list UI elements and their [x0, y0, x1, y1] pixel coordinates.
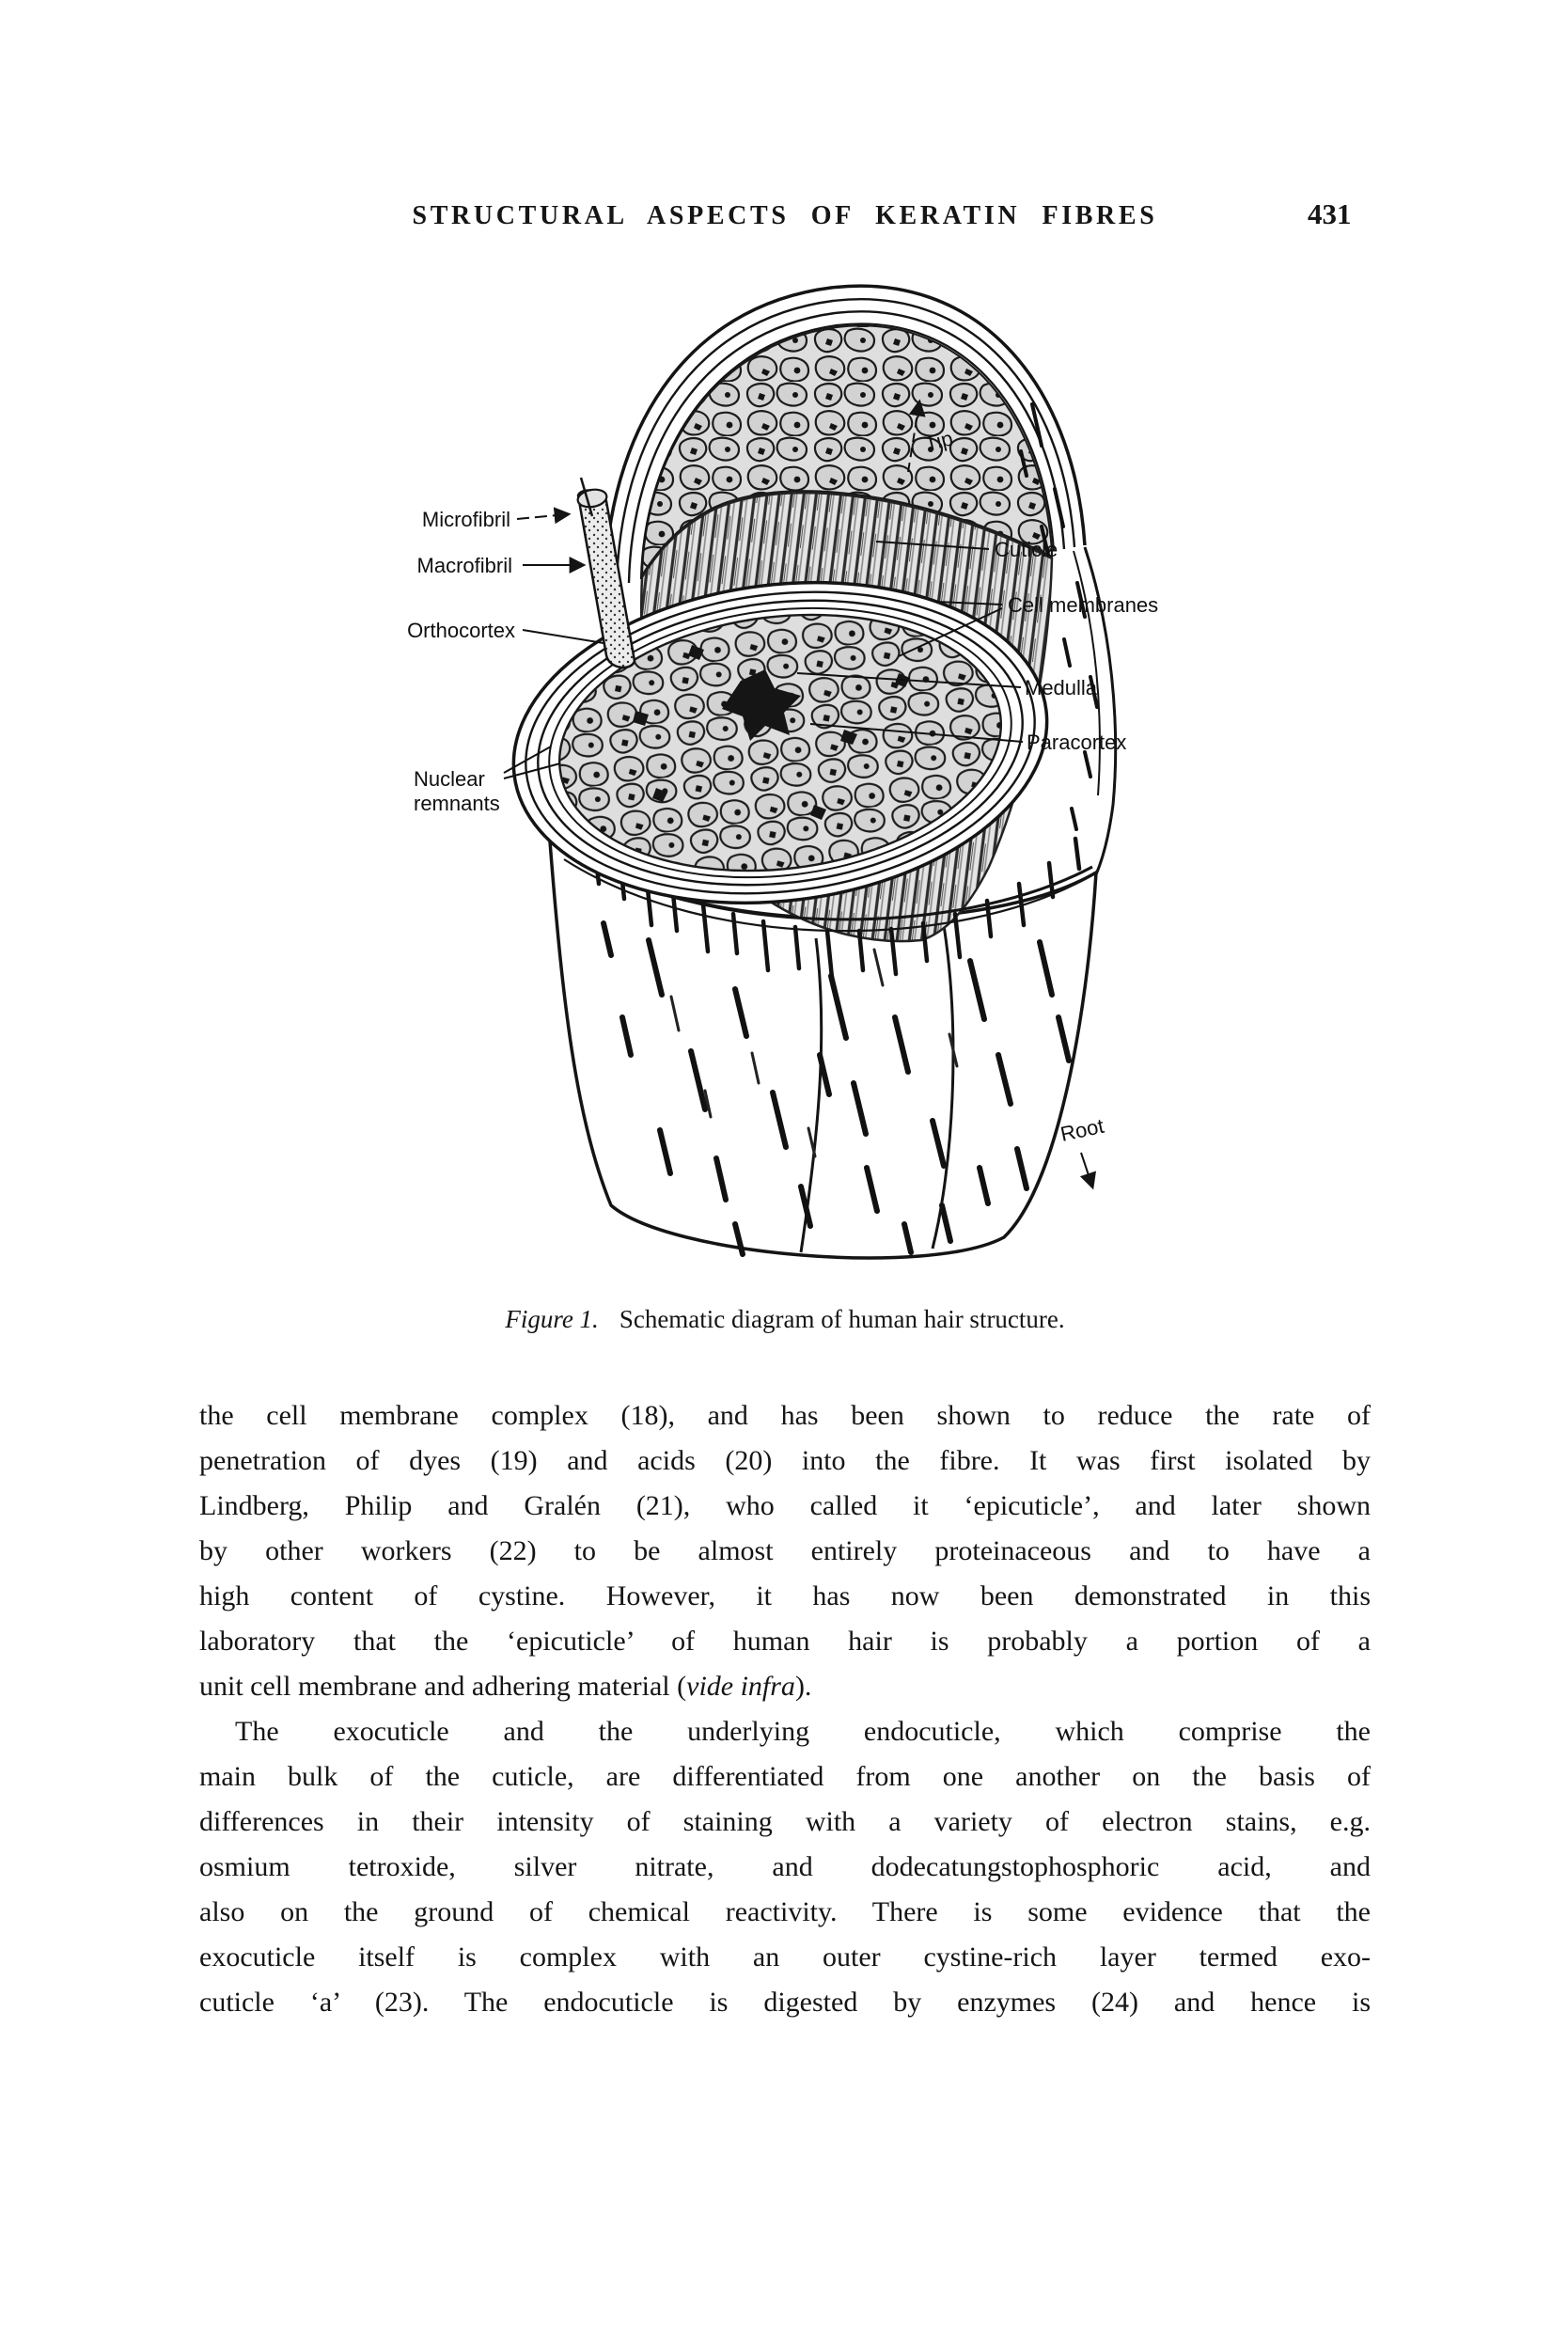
body-line: osmium tetroxide, silver nitrate, and dodecatungstophosphoric acid, and — [199, 1851, 1371, 1882]
label-macrofibril: Macrofibril — [416, 554, 512, 577]
label-microfibril: Microfibril — [421, 508, 510, 531]
root-arrow — [1081, 1153, 1092, 1187]
page-number: 431 — [1308, 197, 1352, 230]
label-cell-membranes: Cell membranes — [1008, 593, 1159, 617]
body-line: also on the ground of chemical reactivity. There is some evidence that the — [199, 1896, 1371, 1927]
label-root: Root — [1058, 1113, 1106, 1146]
body-line: cuticle ‘a’ (23). The endocuticle is digested by enzymes (24) and hence is — [199, 1987, 1371, 2018]
body-line: differences in their intensity of staining with a variety of electron stains, e.g. — [199, 1806, 1371, 1837]
body-line: the cell membrane complex (18), and has been shown to reduce the rate of — [199, 1400, 1371, 1431]
body-line: penetration of dyes (19) and acids (20) into the fibre. It was first isolated by — [199, 1445, 1371, 1476]
label-tip: Tip — [922, 426, 956, 456]
body-text — [199, 1393, 1371, 2025]
body-line: exocuticle itself is complex with an outer cystine-rich layer termed exo- — [199, 1941, 1371, 1973]
orthocortex-line — [523, 630, 604, 643]
body-line: high content of cystine. However, it has now been demonstrated in this — [199, 1580, 1371, 1611]
microfibril-arrow — [517, 514, 568, 519]
body-line: laboratory that the ‘epicuticle’ of human hair is probably a portion of a — [199, 1626, 1371, 1657]
body-line: main bulk of the cuticle, are differentiated from one another on the basis of — [199, 1761, 1371, 1792]
body-line: The exocuticle and the underlying endocuticle, which comprise the — [235, 1716, 1371, 1747]
hair-structure-figure — [310, 265, 1199, 1307]
body-line: unit cell membrane and adhering material (vide infra). — [199, 1671, 812, 1702]
label-paracortex: Paracortex — [1027, 731, 1127, 754]
label-orthocortex: Orthocortex — [407, 619, 515, 642]
figure-caption-tag: Figure 1. — [505, 1305, 599, 1333]
body-line: Lindberg, Philip and Gralén (21), who called it ‘epicuticle’, and later shown — [199, 1490, 1371, 1521]
body-line: by other workers (22) to be almost entirely proteinaceous and to have a — [199, 1535, 1371, 1566]
label-medulla: Medulla — [1025, 676, 1098, 699]
label-nuclear-remnants-2: remnants — [414, 792, 500, 815]
figure-caption-text: Schematic diagram of human hair structure. — [619, 1305, 1065, 1333]
label-cuticle: Cuticle — [995, 538, 1058, 561]
running-head: STRUCTURAL ASPECTS OF KERATIN FIBRES — [412, 201, 1158, 230]
label-nuclear-remnants-1: Nuclear — [414, 767, 485, 791]
figure-caption — [197, 1305, 1372, 1334]
